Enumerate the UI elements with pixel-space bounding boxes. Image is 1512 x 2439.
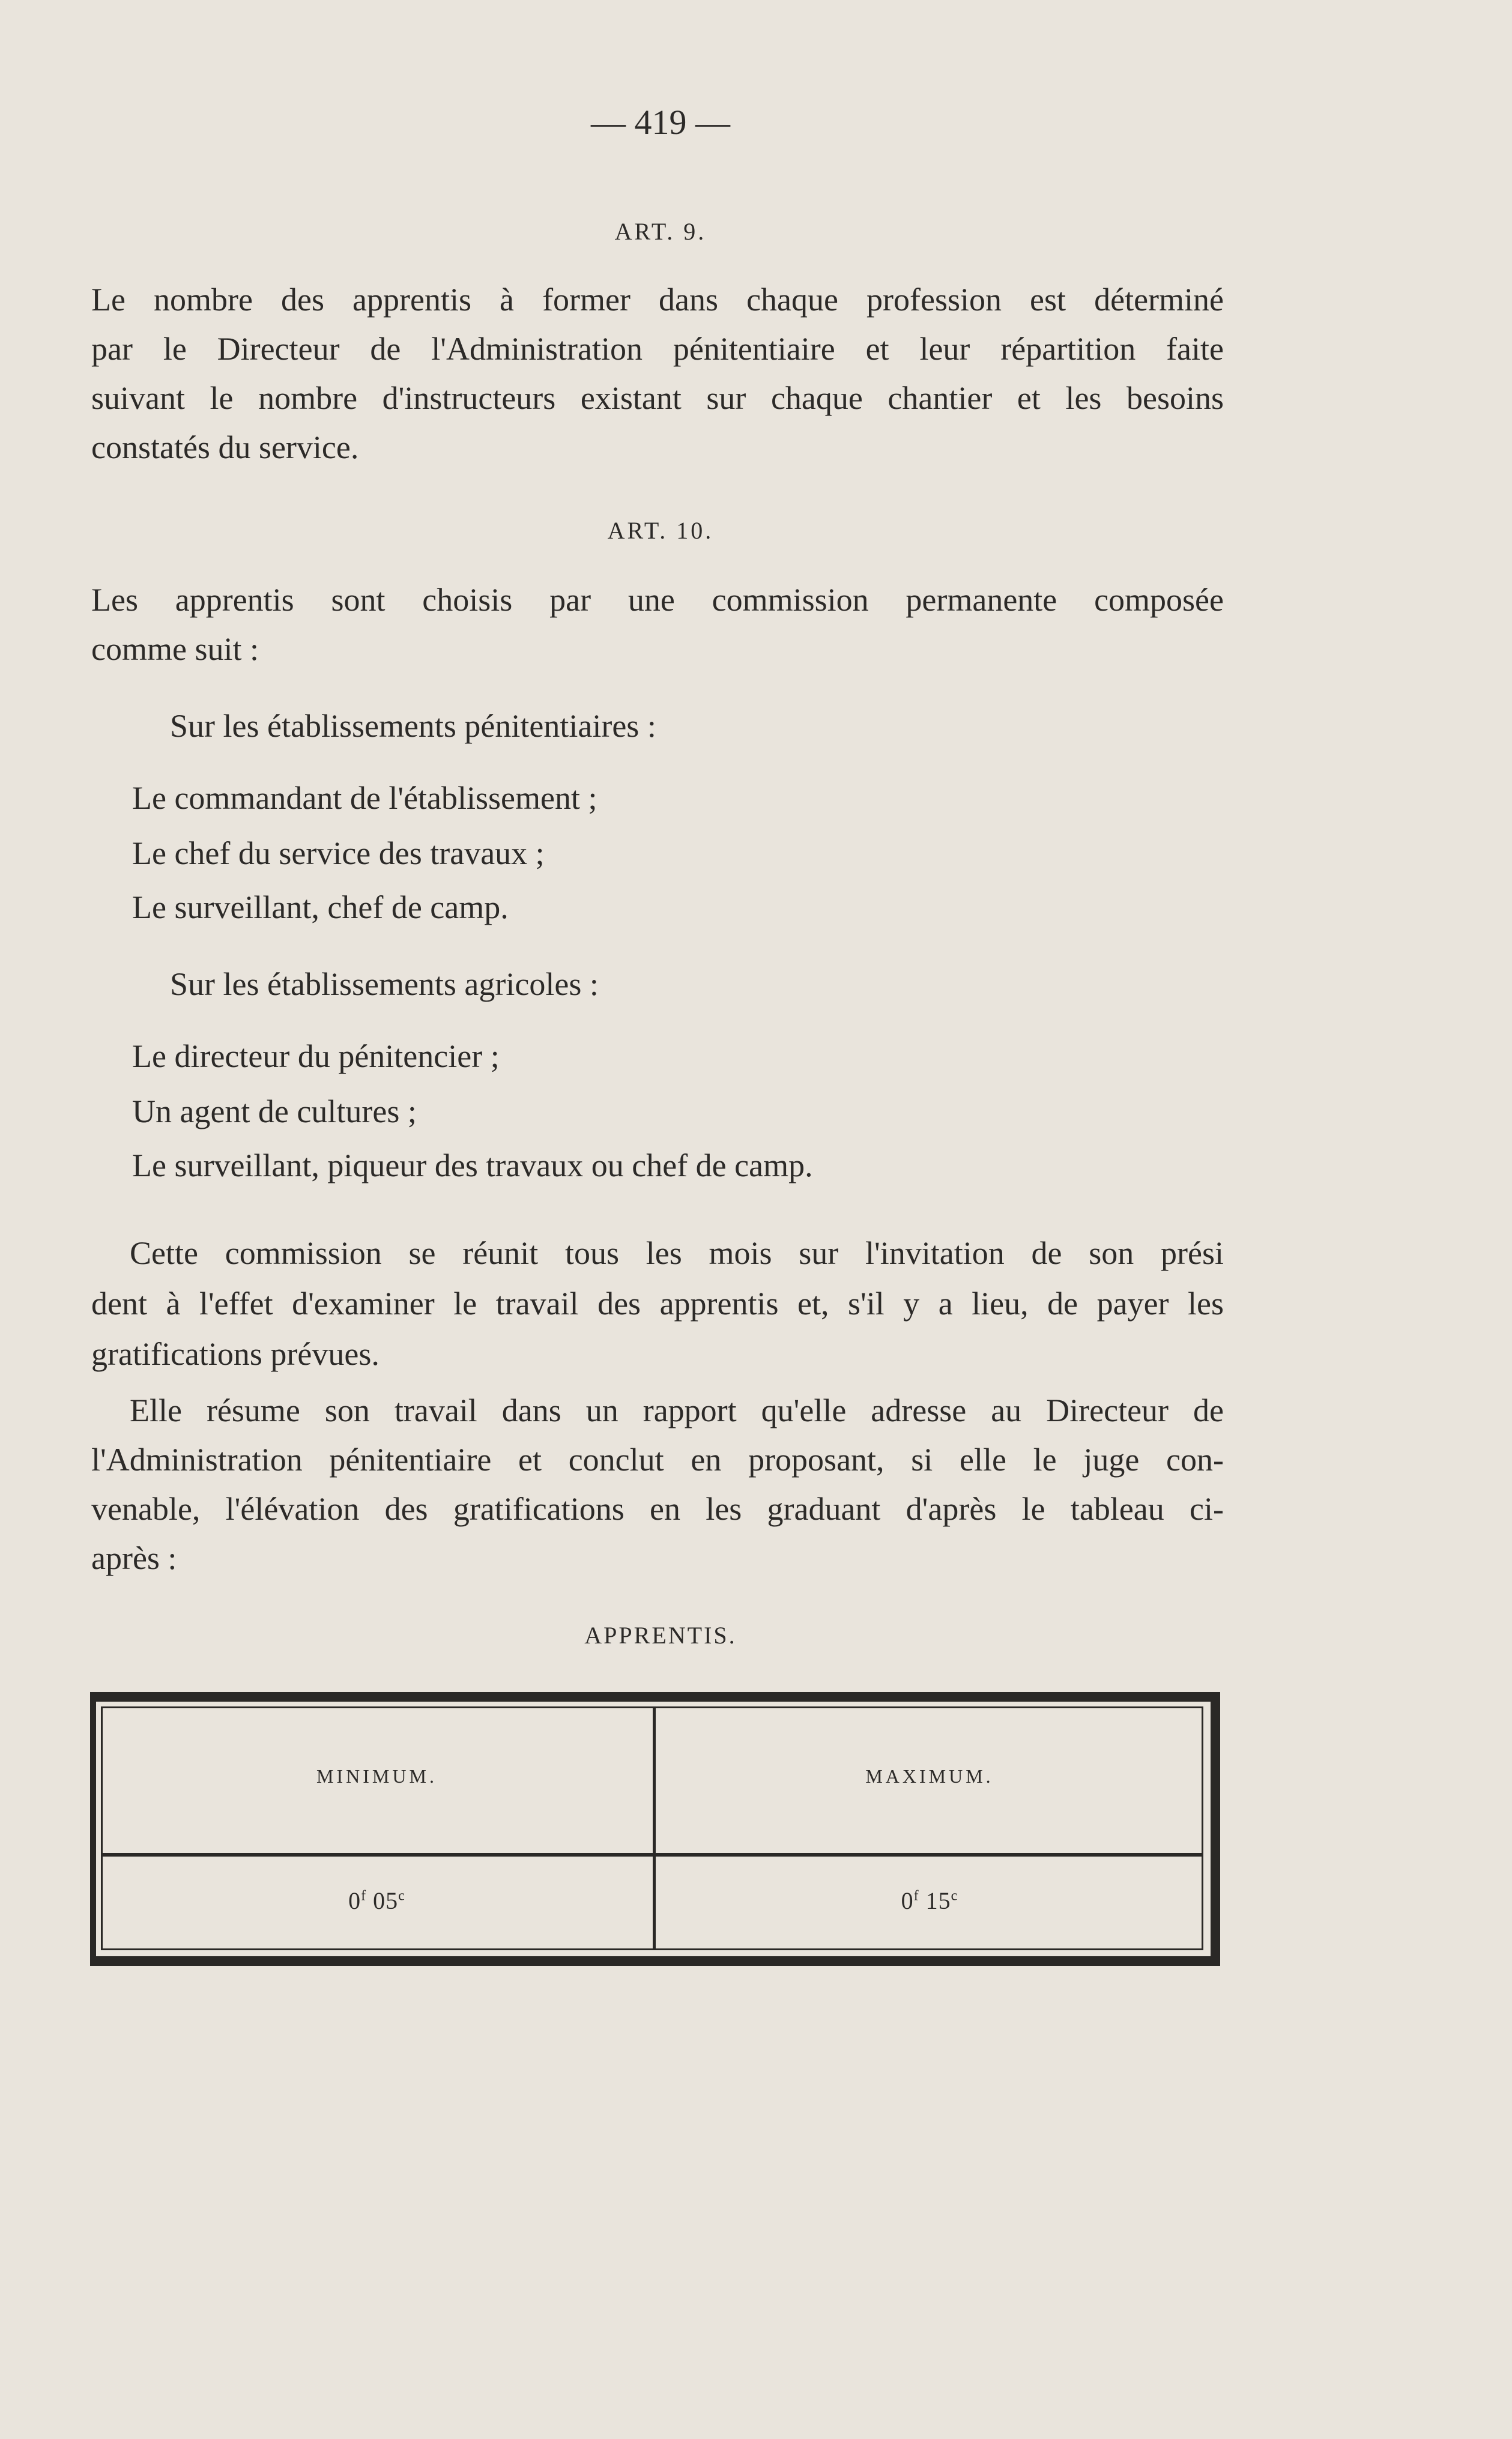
art9-line: constatés du service. (91, 429, 359, 465)
art10-intro-line: Les apprentis sont choisis par une commission permanente composée (91, 582, 1224, 618)
penitentiary-member: Le chef du service des travaux ; (132, 835, 545, 871)
paragraph-line: l'Administration pénitentiaire et conclut en proposant, si elle le juge con- (91, 1442, 1224, 1478)
gratification-table (90, 1692, 1220, 1966)
paragraph-line: gratifications prévues. (91, 1336, 380, 1372)
penitentiary-member: Le commandant de l'établissement ; (132, 780, 597, 816)
agricultural-member: Un agent de cultures ; (132, 1093, 417, 1129)
agricultural-member: Le directeur du pénitencier ; (132, 1038, 500, 1074)
table-border (90, 1692, 96, 1966)
penitentiary-heading: Sur les établissements pénitentiaires : (170, 708, 656, 744)
art9-line: suivant le nombre d'instructeurs existant sur chaque chantier et les besoins (91, 380, 1224, 416)
table-border (90, 1956, 1220, 1966)
paragraph-line: venable, l'élévation des gratifications en les graduant d'après le tableau ci- (91, 1491, 1224, 1527)
penitentiary-member: Le surveillant, chef de camp. (132, 889, 509, 925)
agricultural-member: Le surveillant, piqueur des travaux ou chef de camp. (132, 1147, 813, 1183)
art10-intro-line: comme suit : (91, 631, 259, 667)
paragraph-line: après : (91, 1540, 177, 1576)
paragraph-line: Elle résume son travail dans un rapport qu'elle adresse au Directeur de (130, 1392, 1224, 1428)
art9-line: par le Directeur de l'Administration pénitentiaire et leur répartition faite (91, 331, 1224, 367)
cell-maximum-value: 0$^f$ 15$^c$ (901, 1887, 958, 1914)
article-10-heading: ART. 10. (607, 517, 714, 544)
agricultural-heading: Sur les établissements agricoles : (170, 966, 599, 1002)
paragraph-line: dent à l'effet d'examiner le travail des apprentis et, s'il y a lieu, de payer les (91, 1286, 1224, 1322)
page-number: — 419 — (591, 103, 730, 142)
row-separator (101, 1853, 1203, 1857)
table-border (90, 1692, 1220, 1702)
paragraph-line: Cette commission se réunit tous les mois sur l'invitation de son prési (130, 1235, 1224, 1271)
article-9-heading: ART. 9. (614, 218, 707, 245)
header-minimum: MINIMUM. (316, 1765, 437, 1787)
cell-minimum-value: 0$^f$ 05$^c$ (348, 1887, 405, 1914)
art9-line: Le nombre des apprentis à former dans chaque profession est déterminé (91, 282, 1224, 318)
table-title: APPRENTIS. (584, 1622, 737, 1649)
header-maximum: MAXIMUM. (865, 1765, 994, 1787)
table-border (1211, 1692, 1220, 1966)
